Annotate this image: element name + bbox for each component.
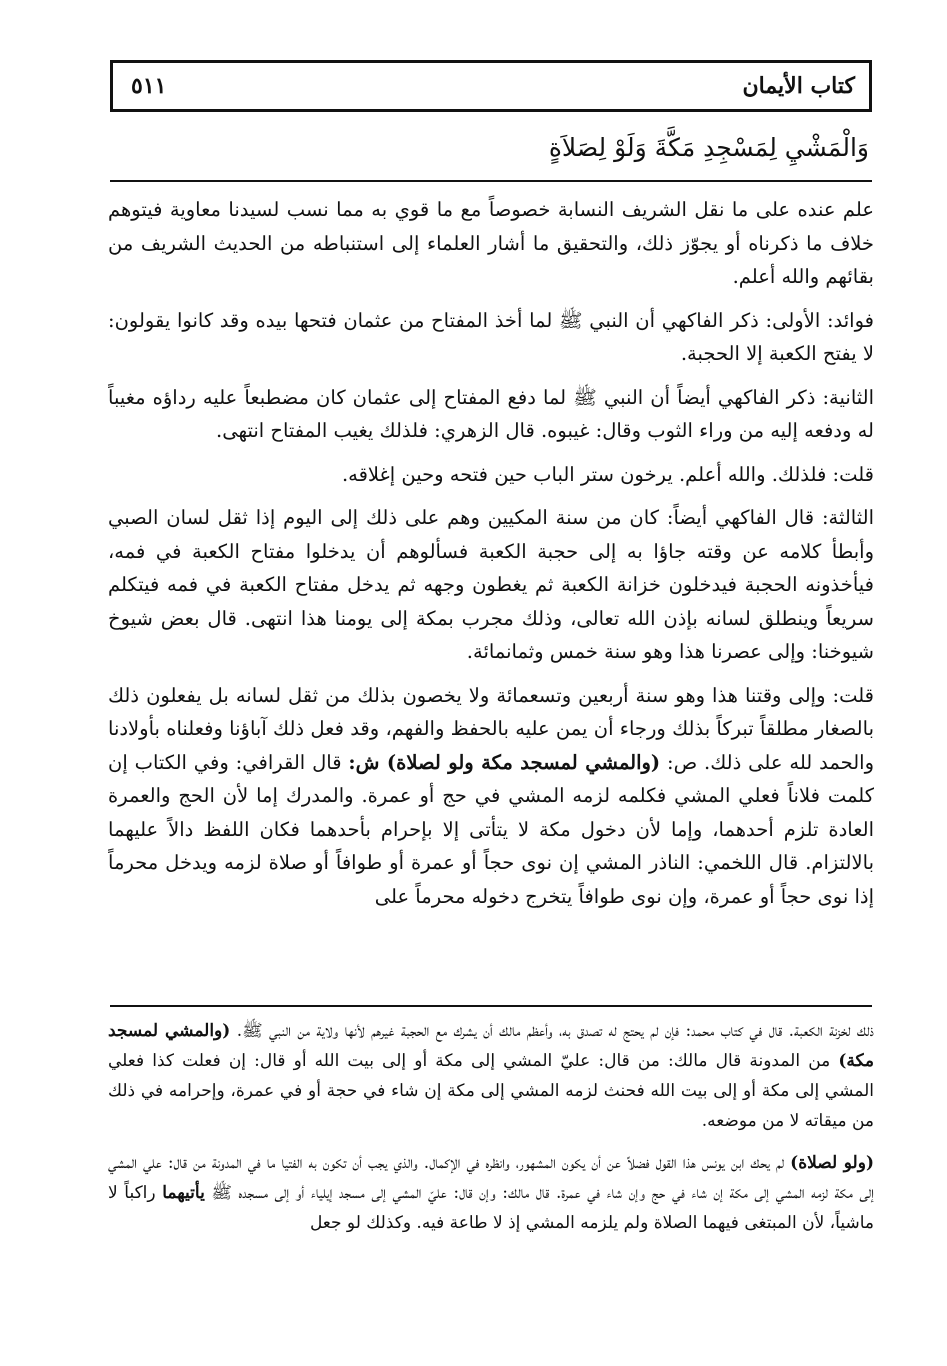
page-header [110, 60, 872, 112]
paragraph: فوائد: الأولى: ذكر الفاكهي أن النبي ﷺ لما أخذ المفتاح من عثمان فتحها بيده وقد كانوا يقولون: لا يفتح الكعبة إلا الحجبة. [108, 308, 874, 365]
footnote-divider [110, 1005, 872, 1007]
main-text [108, 193, 874, 993]
matn-quote: (ولو لصلاة) [790, 1153, 874, 1173]
text-run: من المدونة قال مالك: من قال: عليّ المشي إلى مكة أو إلى بيت الله أو قال: إن فعلت كذا فعلي المشي إلى مكة أو إلى بيت الله فحنث لزمه المشي إلى مكة إن شاء في حجة أو في عمرة، وإحرامه في ذلك من ميقاته لا من موضعه. [108, 1051, 874, 1131]
page-number: ٥١١ [131, 73, 167, 99]
paragraph: الثالثة: قال الفاكهي أيضاً: كان من سنة المكيين وهم على ذلك إلى اليوم إذا ثقل لسان الصبي وأبطأ كلامه عن وقته جاؤا به إلى حجبة الكعبة فسألوهم أن يدخلوا مفتاح الكعبة في فمه، فيأخذونه الحجبة فيدخلون خزانة الكعبة ثم يغطون وجهه ثم يدخل مفتاح الكعبة في فمه فيتكلم سريعاً وينطلق لسانه بإذن الله تعالى، وذلك مجرب بمكة إلى يومنا هذا انتهى. قال بعض شيوخ شيوخنا: وإلى عصرنا هذا وهو سنة خمس وثمانمائة. [108, 506, 874, 663]
paragraph: علم عنده على ما نقل الشريف النسابة خصوصاً مع ما قوي به مما نسب لسيدنا معاوية فيتوهم خلاف ما ذكرناه أو يجوّز ذلك، والتحقيق ما أشار العلماء إلى استنباطه من الحديث الشريف من بقائهم والله أعلم. [108, 198, 874, 288]
footnote-paragraph [108, 1148, 874, 1238]
text-run: ذلك لخزنة الكعبة. قال في كتاب محمد: فإن لم يحتج له تصدق به، وأعظم مالك أن يشرك مع الحجبة غيرهم لأنها ولاية من النبي ﷺ. [230, 1021, 874, 1041]
matn-verse: وَالْمَشْيِ لِمَسْجِدِ مَكَّةَ وَلَوْ لِصَلاَةٍ [548, 133, 869, 162]
text-run: راكباً لا ماشياً، لأن المبتغى فيهما الصلاة ولم يلزمه المشي إذ لا طاعة فيه. وكذلك لو جعل [108, 1183, 874, 1233]
bold-word: يأتيهما [162, 1183, 205, 1203]
paragraph [108, 679, 874, 914]
matn-quote: (والمشي لمسجد مكة ولو لصلاة) ش: [348, 750, 661, 774]
matn-quote: (والمشي لمسجد مكة) [108, 1021, 874, 1071]
footnotes [108, 1016, 874, 1346]
text-run: قلت: وإلى وقتنا هذا وهو سنة أربعين وتسعمائة ولا يخصون بذلك من ثقل لسانه بل يفعلون ذلك بالصغار مطلقاً تبركاً بذلك ورجاء أن يمن عليه بالحفظ والفهم، وقد فعل ذلك آباؤنا وفعلناه بأولادنا والحمد لله على ذلك. ص: [108, 683, 874, 774]
chapter-title: كتاب الأيمان [742, 73, 855, 99]
paragraph: الثانية: ذكر الفاكهي أيضاً أن النبي ﷺ لما دفع المفتاح إلى عثمان كان مضطبعاً عليه رداؤه مغيباً له ودفعه إليه من وراء الثوب وقال: غيبوه. قال الزهري: فلذلك يغيب المفتاح انتهى. [108, 385, 874, 442]
paragraph: قلت: فلذلك. والله أعلم. يرخون ستر الباب حين فتحه وحين إغلاقه. [341, 462, 874, 486]
text-run: قال القرافي: وفي الكتاب إن كلمت فلاناً فعلي المشي فكلمه لزمه المشي في حج أو عمرة. والمدرك إما لأن الحج والعمرة العادة تلزم أحدهما، وإما لأن دخول مكة لا يتأتى إلا بإحرام بأحدهما فكان اللفظ دالاً عليهما بالالتزام. قال اللخمي: الناذر المشي إن نوى حجاً أو عمرة أو طوافاً أو صلاة لزمه ويدخل محرماً إذا نوى حجاً أو عمرة، وإن نوى طوافاً يتخرج دخوله محرماً على [108, 750, 874, 908]
footnote-paragraph [108, 1016, 874, 1136]
top-divider [110, 180, 872, 182]
text-run: لم يحك ابن يونس هذا القول فضلاً عن أن يكون المشهور، وانظره في الإكمال. والذي يجب أن تكون به الفتيا ما في المدونة من قال: علي المشي إلى مكة لزمه المشي إلى مكة إن شاء في حج وإن شاء في عمرة. قال مالك: وإن قال: عليّ المشي إلى مسجد إيلياء أو إلى مسجده ﷺ [108, 1153, 874, 1203]
